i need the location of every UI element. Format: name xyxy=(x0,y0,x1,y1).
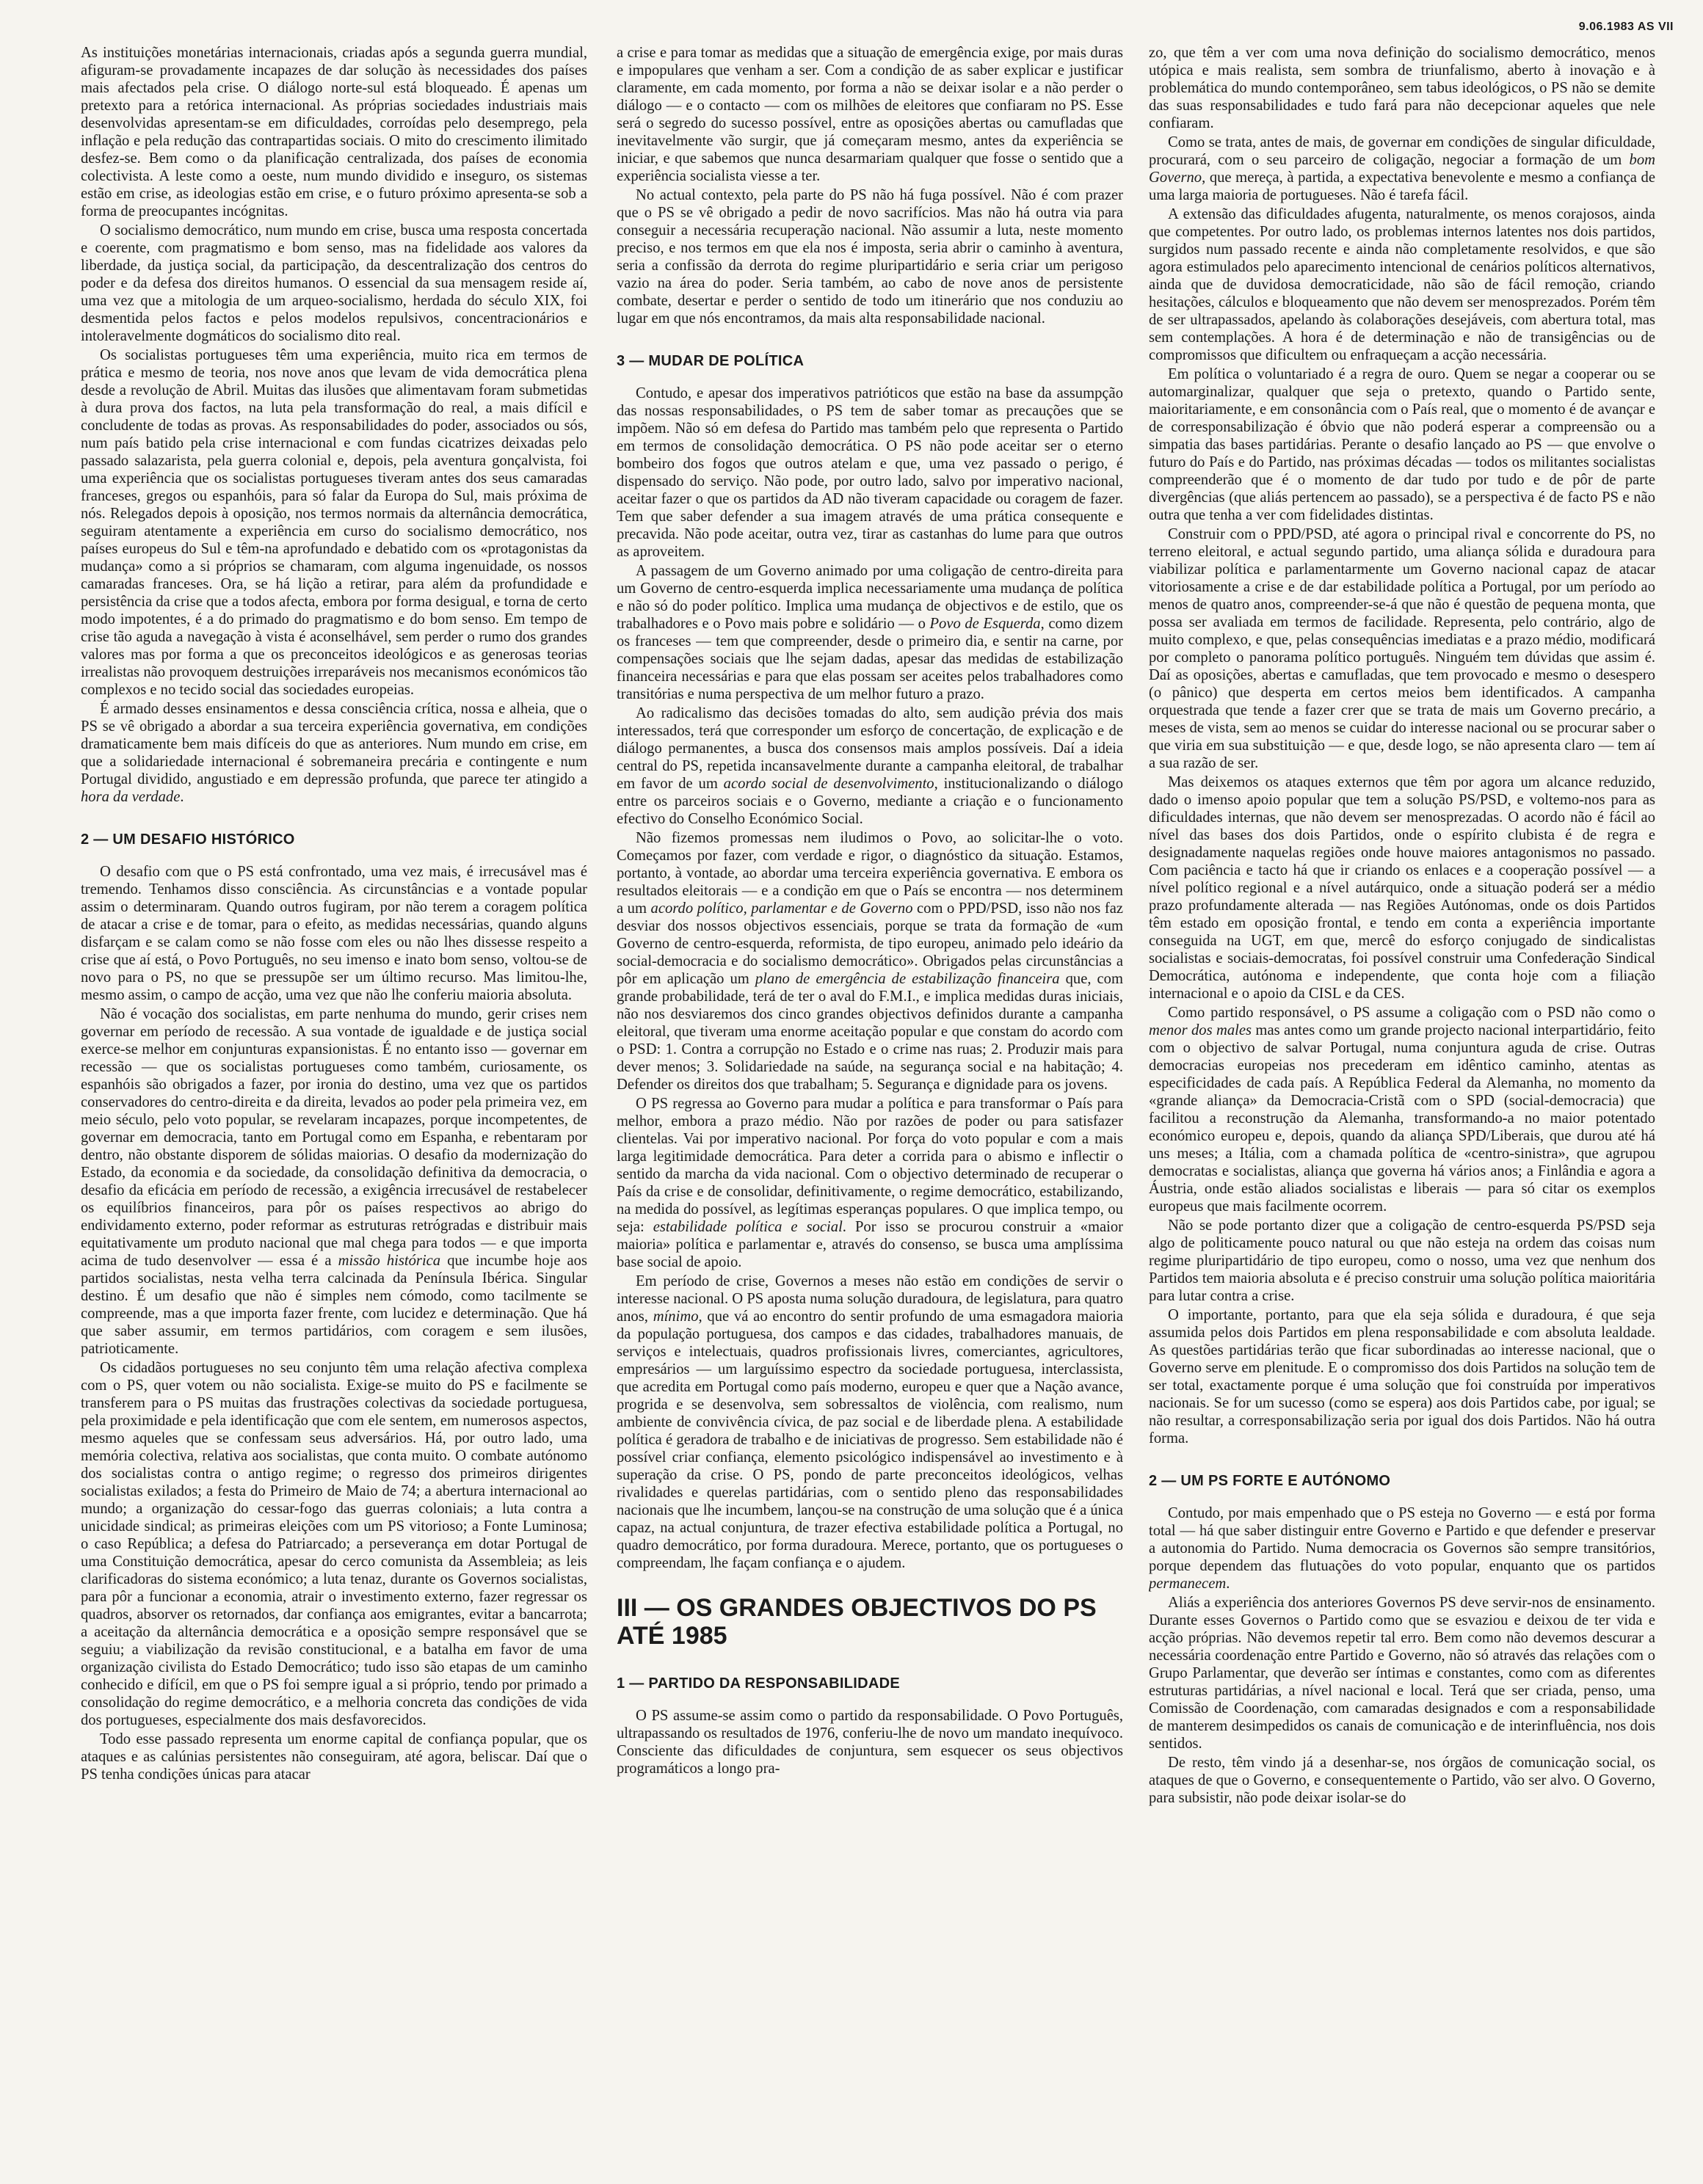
section-heading: 1 — PARTIDO DA RESPONSABILIDADE xyxy=(617,1675,900,1692)
paragraph: Contudo, por mais empenhado que o PS esteja no Governo — e está por forma total — há que saber distinguir entre Governo e Partido e que defender e preservar a autonomia do Partido. Numa democracia os Governos são sempre transitórios, porque dependem das flutuações do voto popular, enquanto que os partidos permanecem. xyxy=(1149,1505,1655,1592)
paragraph: Os cidadãos portugueses no seu conjunto têm uma relação afectiva complexa com o PS, quer votem ou não socialista. Exige-se muito do PS e facilmente se transferem para o PS muitas das frustrações colectivas da sociedade portuguesa, pela proximidade e pela identificação que com ele sentem, em numerosos aspectos, mesmo aqueles que se confessam seus adversários. Há, por outro lado, uma memória colectiva, relativa aos socialistas, que conta muito. O combate autónomo dos socialistas contra o antigo regime; o regresso dos primeiros dirigentes socialistas exilados; a festa do Primeiro de Maio de 74; a abertura internacional ao mundo; a organização do cessar-fogo das guerras coloniais; a luta contra a unicidade sindical; as primeiras eleições com um PS vitorioso; a Fonte Luminosa; o caso República; a defesa do Patriarcado; a perseverança em dotar Portugal de uma Constituição democrática, apesar do cerco comunista da Assembleia; as leis clarificadoras do sistema económico; a luta tenaz, durante os Governos socialistas, para pôr a funcionar a economia, atrair o investimento externo, fazer regressar os quadros, absorver os retornados, dar confiança aos emigrantes, evitar a bancarrota; a aceitação da alternância democrática e a oposição sempre responsável que se seguiu; a viabilização da revisão constitucional, e a batalha em favor de uma organização civilista do Estado Democrático; tudo isso são etapas de um caminho conhecido e difícil, em que o PS foi sempre igual a si próprio, tendo por primado a consolidação do regime democrático, e a melhoria concreta das condições de vida dos portugueses, especialmente dos mais desfavorecidos. xyxy=(81,1360,587,1728)
paragraph: Não fizemos promessas nem iludimos o Povo, ao solicitar-lhe o voto. Começamos por fazer, com verdade e rigor, o diagnóstico da situação. Estamos, portanto, à vontade, ao abordar uma terceira experiência governativa. E embora os resultados eleitorais — e a condição em que o País se encontra — nos determinem a um acordo político, parlamentar e de Governo com o PPD/PSD, isso não nos faz desviar dos nossos objectivos essenciais, porque se trata da formação de «um Governo de centro-esquerda, reformista, de tipo europeu, animado pelo ideário da social-democracia e do socialismo democrático». Obrigados pelas circunstâncias a pôr em aplicação um plano de emergência de estabilização financeira que, com grande probabilidade, terá de ter o aval do F.M.I., e implica medidas duras iniciais, não nos desviaremos dos cinco grandes objectivos definidos durante a campanha eleitoral, que tiveram uma enorme aceitação popular e que constam do acordo com o PSD: 1. Contra a corrupção no Estado e o crime nas ruas; 2. Produzir mais para dever menos; 3. Solidariedade na saúde, na segurança social e na habitação; 4. Defender os direitos dos que trabalham; 5. Segurança e dignidade para os jovens. xyxy=(617,830,1123,1093)
section-heading: 3 — MUDAR DE POLÍTICA xyxy=(617,353,805,369)
paragraph: Ao radicalismo das decisões tomadas do alto, sem audição prévia dos mais interessados, terá que corresponder um esforço de concertação, de explicação e de diálogo permanentes, a busca dos consensos mais amplos possíveis. Daí a ideia central do PS, repetida incansavelmente durante a campanha eleitoral, de trabalhar em favor de um acordo social de desenvolvimento, institucionalizando o diálogo entre os parceiros sociais e o Governo, mediante a criação e o funcionamento efectivo do Conselho Económico Social. xyxy=(617,705,1123,827)
paragraph: No actual contexto, pela parte do PS não há fuga possível. Não é com prazer que o PS se vê obrigado a pedir de novo sacrifícios. Mas não há outra via para conseguir a necessária recuperação nacional. Não assumir a luta, neste momento preciso, e nos termos em que ela nos é imposta, seria abrir o caminho à aventura, seria a confissão da derrota do regime pluripartidário e seria criar um perigoso vazio na área do poder. Seria também, ao cabo de nove anos de persistente combate, desertar e perder o sentido de todo um itinerário que nos conduziu ao lugar em que nós encontramos, da mais alta responsabilidade nacional. xyxy=(617,187,1123,327)
paragraph: Os socialistas portugueses têm uma experiência, muito rica em termos de prática e mesmo de teoria, nos nove anos que levam de vida democrática plena desde a revolução de Abril. Muitas das ilusões que alimentavam foram submetidas à dura prova dos factos, na luta pela transformação do real, a mais difícil e concludente de todas as provas. As responsabilidades do poder, associados ou sós, num país batido pela crise internacional e com fundas cicatrizes deixadas pelo passado salazarista, pela guerra colonial e, depois, pela aventura gonçalvista, foi uma experiência que os socialistas portugueses tiveram antes dos seus camaradas franceses, gregos ou espanhóis, para só falar da Europa do Sul, mais próxima de nós. Relegados depois à oposição, nos termos normais da alternância democrática, seguiram atentamente a experiência em curso do socialismo democrático, nos países europeus do Sul e têm-na aprofundado e debatido com os «protagonistas da mudança» como a si próprios se chamaram, com alguma ingenuidade, os nossos camaradas franceses. Ora, se há lição a retirar, para além da profundidade e persistência da crise que a todos afecta, embora por forma desigual, e torna de certo modo impotentes, é a do primado do pragmatismo e do bom senso. Em tempo de crise tão aguda a navegação à vista é aconselhável, sem perder o rumo dos grandes valores mas por forma a que os preconceitos ideológicos e as generosas teorias irrealistas não provoquem destruições irreparáveis nos mecanismos económicos tão complexos e no tecido social das sociedades europeias. xyxy=(81,347,587,698)
paragraph: Como partido responsável, o PS assume a coligação com o PSD não como o menor dos males mas antes como um grande projecto nacional interpartidário, feito com o objectivo de salvar Portugal, numa conjuntura aguda de crise. Outras democracias europeias nos precederam em idêntico caminho, atentas as especificidades de cada país. A República Federal da Alemanha, no momento da «grande aliança» da Democracia-Cristã com o SPD (social-democracia) que facilitou a reconstrução da Alemanha, transformando-a no maior potentado económico europeu e, depois, quando da aliança SPD/Liberais, que durou até há uns meses; a Itália, com a chamada política de «centro-sinistra», que agrupou democratas e socialistas, aliança que governa há vários anos; a Finlândia e agora a Áustria, onde estão aliados socialistas e liberais — para só citar os exemplos europeus que mais facilmente ocorrem. xyxy=(1149,1005,1655,1215)
column-1 xyxy=(81,44,587,2172)
column-3 xyxy=(1149,44,1655,2172)
paragraph: Construir com o PPD/PSD, até agora o principal rival e concorrente do PS, no terreno eleitoral, e actual segundo partido, uma aliança sólida e duradoura para viabilizar política e parlamentarmente um Governo nacional capaz de atacar vitoriosamente a crise e de dar estabilidade política a Portugal, por um período ao menos de quatro anos, compreender-se-á que não é questão de pequena monta, que possa ser avaliada em termos de facilidade. Representa, pelo contrário, algo de muito complexo, e que, pelas consequências imediatas e a prazo médio, modificará por completo o panorama político português. Ninguém tem dúvidas que assim é. Daí as oposições, abertas e camufladas, que tem provocado e mesmo o desespero (o pânico) que desperta em certos meios bem identificados. A campanha orquestrada que tende a fazer crer que se trata de mais um Governo precário, a meses de vista, sem ao menos se cuidar do interesse nacional ou se procurar saber o que viria em sua substituição — e que, desde logo, se não apresenta claro — tem aí a sua razão de ser. xyxy=(1149,526,1655,771)
newspaper-page xyxy=(0,44,1703,2172)
column-2 xyxy=(617,44,1123,2172)
paragraph: O importante, portanto, para que ela seja sólida e duradoura, é que seja assumida pelos dois Partidos em plena responsabilidade e com absoluta lealdade. As questões partidárias terão que ficar subordinadas ao interesse nacional, que o Governo serve em plenitude. E o compromisso dos dois Partidos na solução tem de ser total, exactamente porque é uma solução que foi construída por imperativos nacionais. Se for um sucesso (como se espera) aos dois Partidos cabe, por igual; se não resultar, a corresponsabilização seria por igual dos dois Partidos. Não há outra forma. xyxy=(1149,1307,1655,1446)
paragraph: Não se pode portanto dizer que a coligação de centro-esquerda PS/PSD seja algo de politicamente pouco natural ou que não esteja na ordem das coisas num regime pluripartidário de tipo europeu, como o nosso, uma vez que nenhum dos Partidos tem maioria absoluta e é preciso construir uma solução política maioritária para lutar contra a crise. xyxy=(1149,1217,1655,1304)
paragraph: De resto, têm vindo já a desenhar-se, nos órgãos de comunicação social, os ataques de que o Governo, e consequentemente o Partido, vão ser alvo. O Governo, para subsistir, não pode deixar isolar-se do xyxy=(1149,1755,1655,1806)
paragraph: a crise e para tomar as medidas que a situação de emergência exige, por mais duras e impopulares que venham a ser. Com a condição de as saber explicar e justificar claramente, em cada momento, por forma a não se deixar isolar e a não perder o diálogo — e o contacto — com os milhões de eleitores que confiaram no PS. Esse será o segredo do sucesso possível, entre as oposições abertas ou camufladas que inevitavelmente vão surgir, que já começaram mesmo, antes da experiência se iniciar, e que sabemos que nunca desarmariam qualquer que fosse o sentido que a experiência socialista viesse a ter. xyxy=(617,45,1123,184)
section-heading: 2 — UM PS FORTE E AUTÓNOMO xyxy=(1149,1473,1391,1489)
paragraph: zo, que têm a ver com uma nova definição do socialismo democrático, menos utópica e mais realista, sem sombra de triunfalismo, aberto à inovação e à problemática do mundo contemporâneo, sem tabus ideológicos, o PS não se demite das suas responsabilidades e tudo fará para não decepcionar aqueles que nele confiaram. xyxy=(1149,45,1655,131)
paragraph: As instituições monetárias internacionais, criadas após a segunda guerra mundial, afiguram-se provadamente incapazes de dar solução às necessidades dos países mais afectados pela crise. O diálogo norte-sul está bloqueado. É apenas um pretexto para a retórica internacional. As próprias sociedades industriais mais desenvolvidas apresentam-se em dificuldades, corroídas pelo desemprego, pela inflação e pela redução das contrapartidas sociais. O mito do crescimento ilimitado desfez-se. Bem como o da planificação centralizada, dos países de economia colectivista. A leste como a oeste, num mundo dividido e inseguro, os sistemas estão em crise, as ideologias estão em crise, e o futuro próximo apresenta-se sob a forma de preocupantes incógnitas. xyxy=(81,45,587,219)
chapter-heading: III — OS GRANDES OBJECTIVOS DO PS ATÉ 1985 xyxy=(617,1594,1097,1650)
paragraph: Aliás a experiência dos anteriores Governos PS deve servir-nos de ensinamento. Durante esses Governos o Partido como que se esvaziou e deixou de ter vida e acção próprias. Não devemos repetir tal erro. Bem como não devemos descurar a necessária coordenação entre Partido e Governo, não só através das relações com o Grupo Parlamentar, que deverão ser íntimas e constantes, como com as diferentes estruturas partidárias, a nível nacional e local. Terá que ser criada, penso, uma Comissão de Coordenação, com camaradas designados e com a responsabilidade de manterem desimpedidos os canais de comunicação e de interinfluência, nos dois sentidos. xyxy=(1149,1595,1655,1752)
paragraph: Em período de crise, Governos a meses não estão em condições de servir o interesse nacional. O PS aposta numa solução duradoura, de legislatura, para quatro anos, mínimo, que vá ao encontro do sentir profundo de uma esmagadora maioria da população portuguesa, dos campos e das cidades, trabalhadores manuais, de serviços e intelectuais, quadros profissionais livres, comerciantes, agricultores, empresários — um larguíssimo espectro da sociedade portuguesa, interclassista, que acredita em Portugal como país moderno, europeu e quer que a Nação avance, progrida e se desenvolva, sem sobressaltos de violência, com realismo, num ambiente de convivência cívica, de paz social e de liberdade plena. A estabilidade política é geradora de trabalho e de iniciativas de progresso. Sem estabilidade não é possível criar confiança, elemento psicológico indispensável ao investimento e à superação da crise. O PS, pondo de parte preconceitos ideológicos, velhas rivalidades e querelas partidárias, com o sentido pleno das responsabilidades nacionais que lhe incumbem, lançou-se na construção de uma solução que é a única capaz, na actual conjuntura, de trazer efectiva estabilidade política a Portugal, no quadro democrático, por forma duradoura. Merece, portanto, que os portugueses o compreendam, lhe façam confiança e o ajudem. xyxy=(617,1273,1123,1571)
paragraph: A passagem de um Governo animado por uma coligação de centro-direita para um Governo de centro-esquerda implica necessariamente uma mudança de política e não só do poder político. Implica uma mudança de objectivos e de estilo, que os trabalhadores e o Povo mais pobre e solidário — o Povo de Esquerda, como dizem os franceses — tem que compreender, desde o primeiro dia, e sentir na carne, por compensações sociais que lhe sejam dadas, apesar das medidas de estabilização financeira necessárias e para que elas possam ser aceites pelos trabalhadores como transitórias e numa perspectiva de um melhor futuro a prazo. xyxy=(617,563,1123,702)
paragraph: Contudo, e apesar dos imperativos patrióticos que estão na base da assumpção das nossas responsabilidades, o PS tem de saber tomar as precauções que se impõem. Não só em defesa do Partido mas também pelo que representa o Partido em termos de consolidação democrática. O PS não pode aceitar ser o eterno bombeiro dos fogos que outros atelam e que, uma vez passado o perigo, é dispensado do serviço. Não pode, por outro lado, salvo por imperativo nacional, aceitar fazer o que os partidos da AD não tiveram capacidade ou coragem de fazer. Tem que saber defender a sua imagem através de uma prática consequente e precavida. Não pode aceitar, outra vez, tirar as castanhas do lume para que outros as aproveitem. xyxy=(617,385,1123,560)
paragraph: Não é vocação dos socialistas, em parte nenhuma do mundo, gerir crises nem governar em período de recessão. A sua vontade de igualdade e de justiça social exerce-se melhor em conjunturas expansionistas. É no entanto isso — governar em recessão — que os socialistas portugueses como também, curiosamente, os espanhóis são obrigados a fazer, por ironia do destino, uma vez que os partidos conservadores do centro-direita e da direita, levados ao poder pela primeira vez, em meio século, pelo voto popular, se revelaram incapazes, porque incompetentes, de governar em democracia, tanto em Portugal como em Espanha, e rebentaram por dentro, não obstante disporem de sólidas maiorias. O desafio da modernização do Estado, da economia e da sociedade, da consolidação definitiva da democracia, o desafio da eficácia em período de recessão, a exigência irrecusável de restabelecer os equilíbrios financeiros, para pôr os países respectivos ao abrigo do endividamento externo, poder reformar as estruturas retrógradas e distribuir mais equitativamente um produto nacional que mal chega para todos — e que importa acima de tudo desenvolver — essa é a missão histórica que incumbe hoje aos partidos socialistas, nesta velha terra calcinada da Península Ibérica. Singular destino. É um desafio que não é simples nem cómodo, como tacilmente se compreende, mas a que importa fazer frente, com lucidez e determinação. Que há que saber assumir, em termos partidários, com coragem e sem ilusões, patrioticamente. xyxy=(81,1006,587,1357)
paragraph: O PS assume-se assim como o partido da responsabilidade. O Povo Português, ultrapassando os resultados de 1976, conferiu-lhe de novo um mandato inequívoco. Consciente das dificuldades de conjuntura, sem esquecer os seus objectivos programáticos a longo pra- xyxy=(617,1708,1123,1777)
paragraph: A extensão das dificuldades afugenta, naturalmente, os menos corajosos, ainda que competentes. Por outro lado, os problemas internos latentes nos dois partidos, surgidos num passado recente e ainda não completamente resolvidos, e que são agora estimulados pelo aparecimento intencional de cenários políticos alternativos, ainda que de duvidosa democraticidade, não são de fácil remoção, criando hesitações, cálculos e bloqueamento que não devem ser menosprezados. Porém têm de ser ultrapassados, apelando às colaborações desejáveis, com abertura total, mas sem contemplações. A hora é de determinação e não de transigências ou de compromissos que dificultem ou enfraqueçam a acção necessária. xyxy=(1149,206,1655,363)
page-date-header: 9.06.1983 AS VII xyxy=(1578,21,1674,33)
paragraph: Todo esse passado representa um enorme capital de confiança popular, que os ataques e as calúnias persistentes não conseguiram, até agora, beliscar. Daí que o PS tenha condições únicas para atacar xyxy=(81,1731,587,1783)
paragraph: O desafio com que o PS está confrontado, uma vez mais, é irrecusável mas é tremendo. Tenhamos disso consciência. As circunstâncias e a vontade popular assim o determinaram. Quando outros fugiram, por não terem a coragem política de atacar a crise e de tomar, para o efeito, as medidas necessárias, quando alguns disfarçam e se calam como se não fosse com eles ou não lhes dissesse respeito a crise que aí está, o Povo Português, no seu imenso e inato bom senso, voltou-se de novo para o PS, no que se pressupõe ser um último recurso. Mas limitou-lhe, mesmo assim, o campo de acção, uma vez que não lhe conferiu maioria absoluta. xyxy=(81,864,587,1003)
section-heading: 2 — UM DESAFIO HISTÓRICO xyxy=(81,831,295,848)
paragraph: O socialismo democrático, num mundo em crise, busca uma resposta concertada e coerente, com pragmatismo e bom senso, mas na fidelidade aos valores da liberdade, da justiça social, da participação, da descentralização dos centros do poder e da defesa dos direitos humanos. O essencial da sua mensagem reside aí, uma vez que a mitologia de um arqueo-socialismo, herdada do século XIX, foi desmentida pelos factos e pelos modelos repulsivos, concentracionários e intoleravelmente dogmáticos do socialismo dito real. xyxy=(81,222,587,344)
paragraph: Em política o voluntariado é a regra de ouro. Quem se negar a cooperar ou se automarginalizar, qualquer que seja o pretexto, quando o Partido sente, maioritariamente, e em consonância com o País real, que o momento é de avançar e de corresponsabilização é óbvio que não poderá esperar a compreensão ou a simpatia das bases partidárias. Perante o desafio lançado ao PS — que envolve o futuro do País e do Partido, nas próximas décadas — todos os militantes socialistas compreenderão que é o momento de dar tudo por tudo e de pôr de parte divergências (que aliás pertencem ao passado), se a perspectiva é de facto PS e não outra que tenha a ver com fidelidades distintas. xyxy=(1149,366,1655,523)
paragraph: Como se trata, antes de mais, de governar em condições de singular dificuldade, procurará, com o seu parceiro de coligação, negociar a formação de um bom Governo, que mereça, à partida, a expectativa benevolente e mesmo a confiança de uma larga maioria de portugueses. Não é tarefa fácil. xyxy=(1149,134,1655,203)
paragraph: É armado desses ensinamentos e dessa consciência crítica, nossa e alheia, que o PS se vê obrigado a abordar a sua terceira experiência governativa, em condições dramaticamente bem mais difíceis do que as anteriores. Num mundo em crise, em que a solidariedade internacional é sobremaneira precária e contingente e num Portugal dividido, angustiado e em depressão profunda, que parece ter atingido a hora da verdade. xyxy=(81,701,587,805)
paragraph: O PS regressa ao Governo para mudar a política e para transformar o País para melhor, embora a prazo médio. Não por razões de poder ou para satisfazer clientelas. Vai por imperativo nacional. Por força do voto popular e com a mais larga legitimidade democrática. Para deter a corrida para o abismo e inflectir o sentido da marcha da vida nacional. Com o objectivo determinado de recuperar o País da crise e de consolidar, definitivamente, o regime democrático, estabilizando, na medida do possível, as legítimas esperanças populares. O que implica tempo, ou seja: estabilidade política e social. Por isso se procurou construir a «maior maioria» política e parlamentar e, através do consenso, se busca uma amplíssima base social de apoio. xyxy=(617,1096,1123,1270)
paragraph: Mas deixemos os ataques externos que têm por agora um alcance reduzido, dado o imenso apoio popular que tem a solução PS/PSD, e voltemo-nos para as dificuldades internas, que não devem ser menosprezadas. O acordo não é fácil ao nível das bases dos dois Partidos, onde o espírito clubista é de regra e designadamente naquelas regiões onde houve maiores antagonismos no passado. Com paciência e tacto há que ir criando os enlaces e a cooperação possível — a nível político regional e a nível autárquico, onde a situação poderá ser a médio prazo profundamente alterada — nas Regiões Autónomas, onde os dois Partidos têm estado em oposição frontal, e tendo em conta a experiência importante conseguida na UGT, em que, mercê do esforço conjugado de sindicalistas socialistas e sociais-democratas, foi possível construir uma Confederação Sindical Democrática, autónoma e independente, que conta hoje com a filiação internacional e o apoio da CISL e da CES. xyxy=(1149,774,1655,1002)
